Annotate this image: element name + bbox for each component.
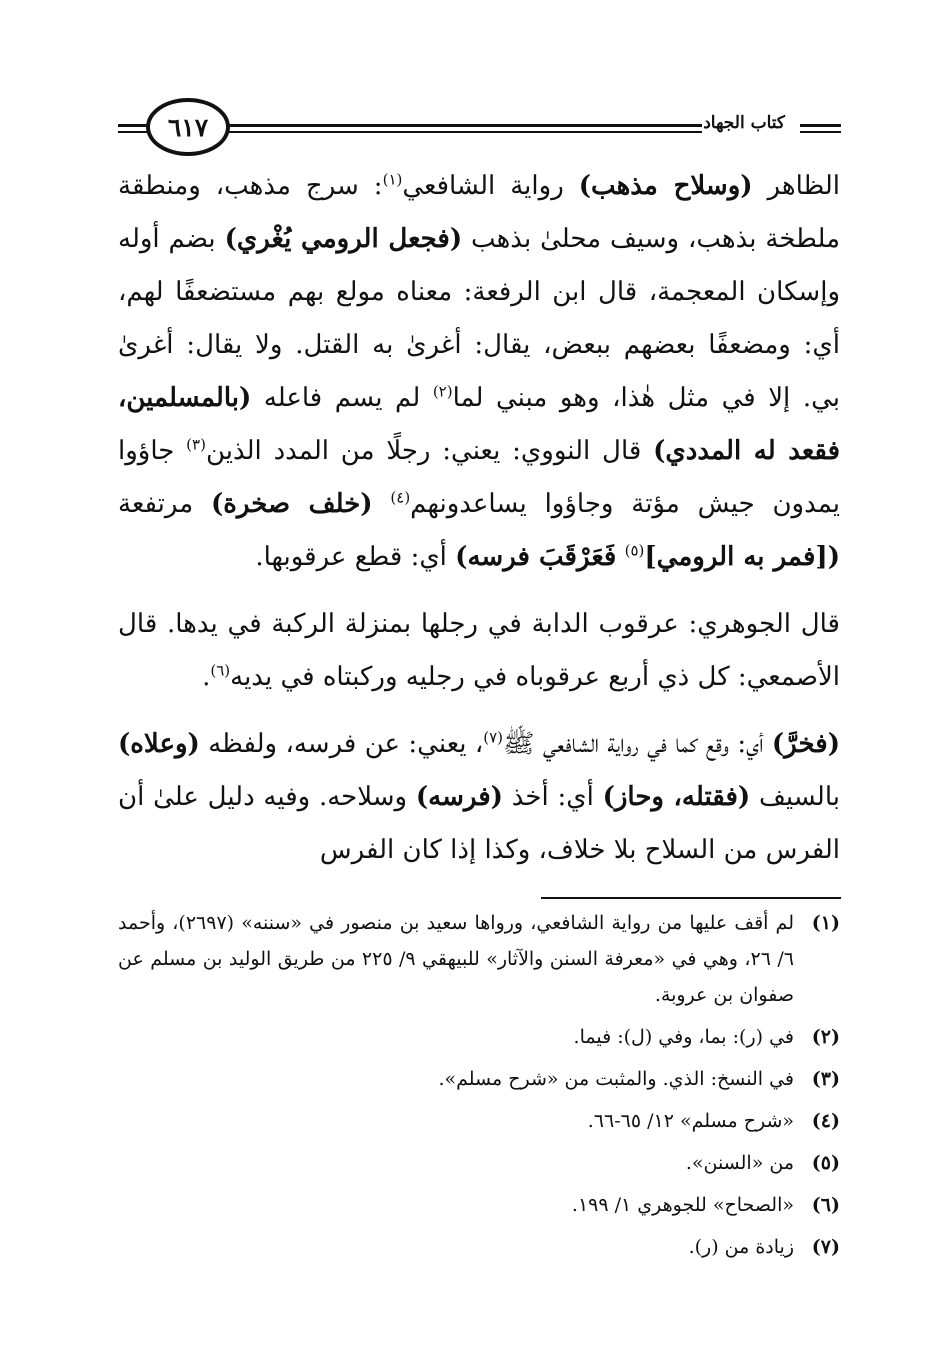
text-segment: بالسيف xyxy=(750,782,840,812)
text-segment: رواية الشافعي xyxy=(402,171,579,201)
header-rule-right-bottom xyxy=(800,131,841,133)
bold-text: (فجعل الرومي يُغْري) xyxy=(224,224,463,254)
text-segment: الظاهر xyxy=(752,171,840,201)
footnotes xyxy=(118,905,840,1265)
footnote-marker: (٧) xyxy=(483,728,504,747)
text-segment: مرتفعة xyxy=(118,489,211,519)
text-segment: بضم أوله وإسكان المعجمة، قال ابن الرفعة: معناه مولع بهم مستضعفًا لهم، أي: ومضعفًا بعضهم ببعض، يقال: أغرىٰ به القتل. ولا يقال: أغرىٰ بي. إلا في مثل هٰذا، وهو مبني لما xyxy=(118,224,840,413)
footnote xyxy=(118,1229,840,1265)
footnote xyxy=(118,1019,840,1055)
text-segment: وسلاحه. وفيه دليل علىٰ أن الفرس من السلاح بلا خلاف، وكذا إذا كان الفرس xyxy=(118,782,840,865)
header-rule-right-top xyxy=(800,124,841,127)
bold-text: (خلف صخرة) xyxy=(210,489,373,519)
main-text xyxy=(118,160,840,877)
page-number-badge xyxy=(146,98,230,156)
footnote xyxy=(118,1145,840,1181)
text-segment: أي: وقع كما في رواية الشافعي ﷺ xyxy=(503,729,772,759)
bold-text: (بالمسلمين، فقعد له المددي) xyxy=(118,383,841,466)
text-segment: : سرج مذهب، ومنطقة ملطخة بذهب، وسيف محلىٰ بذهب xyxy=(118,171,841,254)
footnote xyxy=(118,1061,840,1097)
bold-text: (فخرَّ) xyxy=(771,729,840,759)
header-rule-middle-bottom xyxy=(226,131,702,133)
paragraph xyxy=(118,718,840,877)
footnote-text: في (ر): بما، وفي (ل): فيما. xyxy=(573,1026,794,1048)
footnote-number: (٥) xyxy=(811,1152,840,1174)
bold-text: (وعلاه) xyxy=(118,729,200,759)
footnote-number: (٦) xyxy=(811,1194,840,1216)
footnote-separator xyxy=(541,897,841,899)
bold-text: ([فمر به الرومي] xyxy=(644,542,840,572)
text-segment: . xyxy=(202,662,211,692)
footnote xyxy=(118,1103,840,1139)
footnote-marker: (٤) xyxy=(390,488,411,507)
footnote-marker: (١) xyxy=(382,170,403,189)
footnote-text: في النسخ: الذي. والمثبت من «شرح مسلم». xyxy=(438,1068,794,1090)
bold-text: (وسلاح مذهب) xyxy=(578,171,753,201)
text-segment: أي: قطع عرقوبها. xyxy=(255,542,456,572)
text-segment: أي: أخذ xyxy=(502,782,603,812)
bold-text: فَعَرْقَبَ فرسه) xyxy=(455,542,617,572)
footnote-marker: (٦) xyxy=(210,661,231,680)
paragraph xyxy=(118,598,840,704)
footnote-text: زيادة من (ر). xyxy=(688,1236,794,1258)
page-number: ٦١٧ xyxy=(167,112,209,142)
footnote-text: «شرح مسلم» ١٢/ ٦٥-٦٦. xyxy=(587,1110,794,1132)
chapter-title: كتاب الجهاد xyxy=(703,113,785,133)
bold-text: (فرسه) xyxy=(415,782,503,812)
paragraph xyxy=(118,160,840,584)
footnote-number: (٧) xyxy=(811,1236,840,1258)
header-rule-left-bottom xyxy=(118,131,150,133)
footnote-number: (٤) xyxy=(811,1110,840,1132)
footnote-number: (١) xyxy=(811,912,840,934)
footnote-number: (٣) xyxy=(811,1068,840,1090)
footnote-text: من «السنن». xyxy=(685,1152,794,1174)
footnote-marker: (٥) xyxy=(624,541,645,560)
footnote xyxy=(118,1187,840,1223)
text-segment: قال الجوهري: عرقوب الدابة في رجلها بمنزلة الركبة في يدها. قال الأصمعي: كل ذي أربع عرقوباه في رجليه وركبتاه في يديه xyxy=(118,609,840,692)
footnote-marker: (٣) xyxy=(186,435,206,454)
text-segment xyxy=(616,542,624,572)
footnote-text: لم أقف عليها من رواية الشافعي، ورواها سعيد بن منصور في «سننه» (٢٦٩٧)، وأحمد ٦/ ٢٦، وهي في «معرفة السنن والآثار» للبيهقي ٩/ ٢٢٥ من طريق الوليد بن مسلم عن صفوان بن عروبة. xyxy=(118,912,794,1006)
footnote-text: «الصحاح» للجوهري ١/ ١٩٩. xyxy=(571,1194,794,1216)
text-segment: ، يعني: عن فرسه، ولفظه xyxy=(199,729,484,759)
header-rule-middle-top xyxy=(226,124,702,127)
footnote xyxy=(118,905,840,1013)
footnote-marker: (٢) xyxy=(432,382,453,401)
text-segment xyxy=(373,489,391,519)
text-segment: جاؤوا يمدون جيش مؤتة وجاؤوا يساعدونهم xyxy=(118,436,841,519)
text-segment: قال النووي: يعني: رجلًا من المدد الذين xyxy=(205,436,654,466)
bold-text: (فقتله، وحاز) xyxy=(602,782,751,812)
footnote-number: (٢) xyxy=(811,1026,840,1048)
text-segment: لم يسم فاعله xyxy=(251,383,433,413)
